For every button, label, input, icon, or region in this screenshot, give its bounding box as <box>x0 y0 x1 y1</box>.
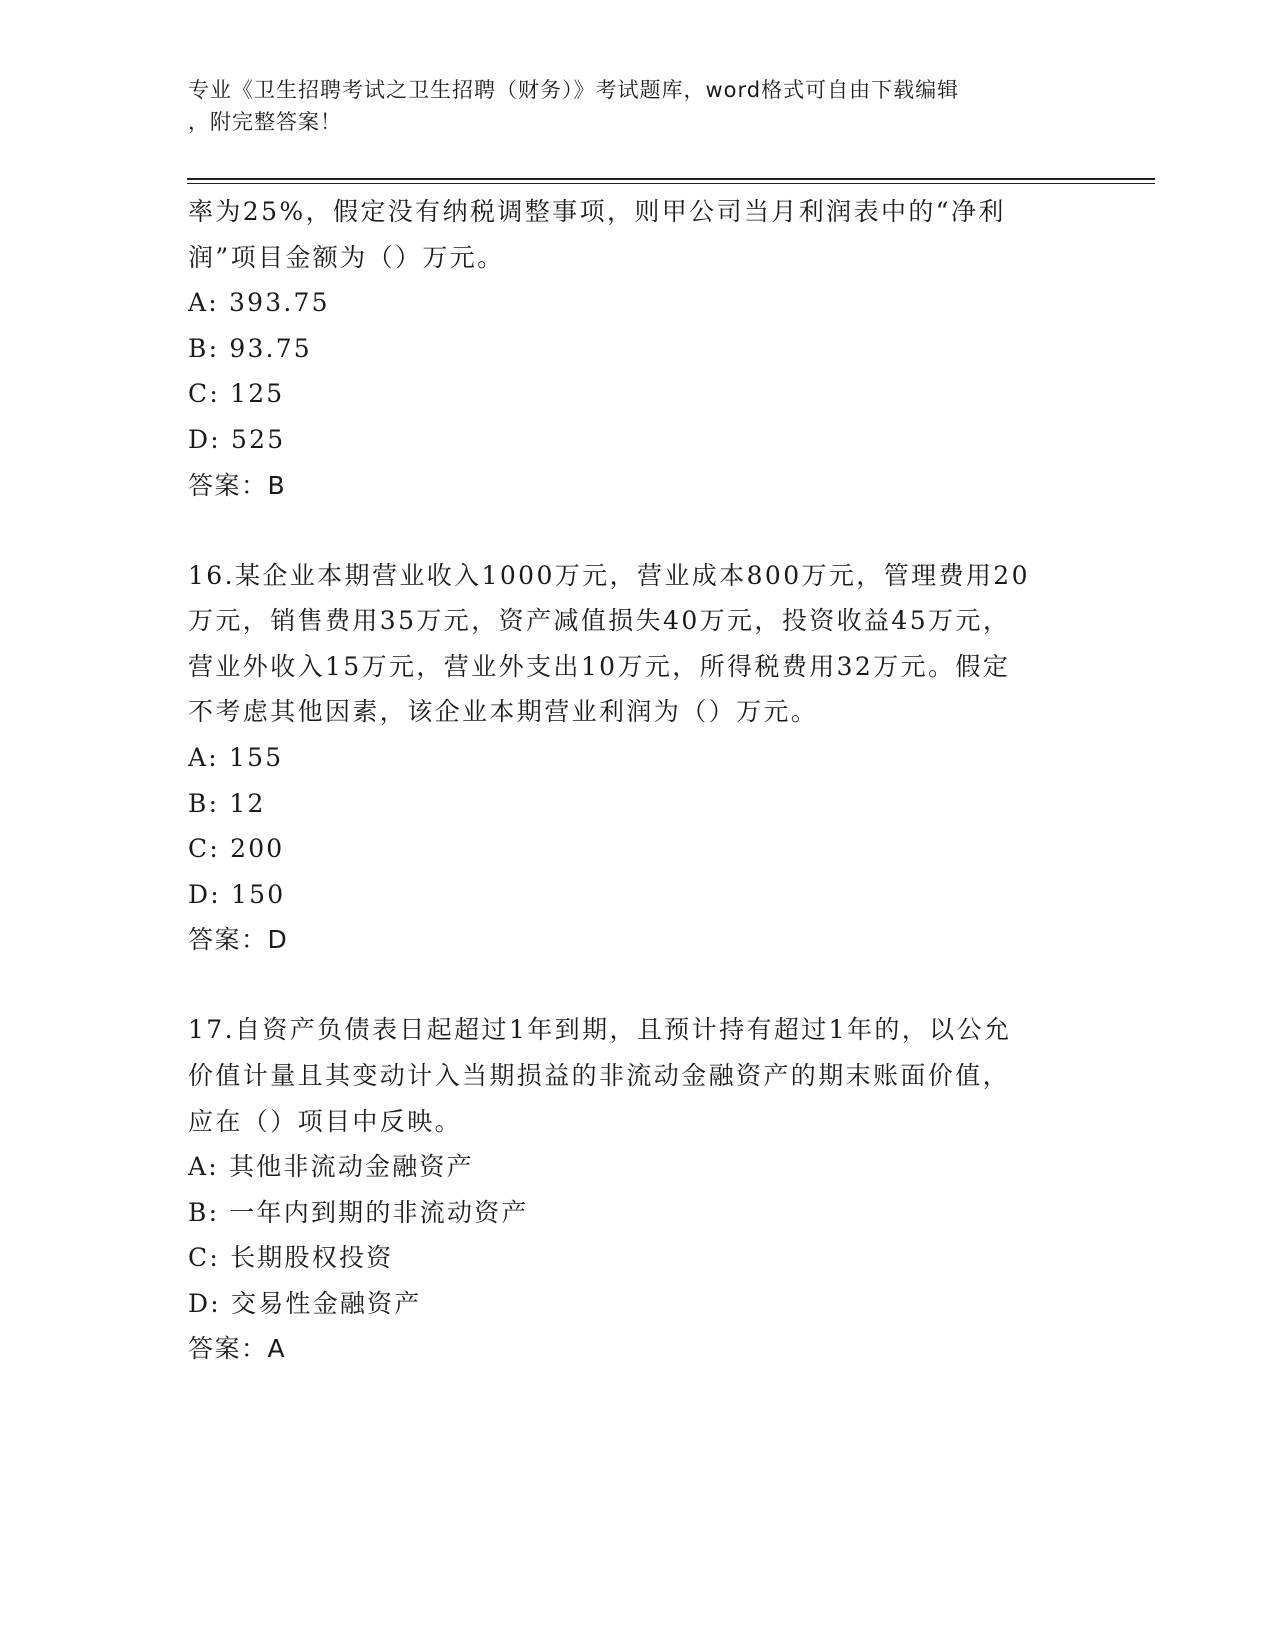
spacer <box>188 962 1088 1007</box>
option-a: A: 155 <box>188 742 284 772</box>
answer-line: 答案：D <box>188 925 289 955</box>
document-header <box>188 74 1068 138</box>
option-b: B: 一年内到期的非流动资产 <box>188 1197 529 1227</box>
question-list <box>188 189 1088 1371</box>
option-c: C: 200 <box>188 834 285 864</box>
header-line-2: ，附完整答案！ <box>188 110 342 134</box>
option-d: D: 150 <box>188 879 286 909</box>
question-text-line: 不考虑其他因素，该企业本期营业利润为（）万元。 <box>188 697 819 727</box>
question-text-line: 万元，销售费用35万元，资产减值损失40万元，投资收益45万元， <box>188 606 1011 636</box>
question-block <box>188 1007 1088 1371</box>
header-line-1: 专业《卫生招聘考试之卫生招聘（财务）》考试题库，word格式可自由下载编辑 <box>188 78 960 102</box>
question-block <box>188 189 1088 508</box>
answer-line: 答案：B <box>188 470 287 500</box>
question-text-line: 营业外收入15万元，营业外支出10万元，所得税费用32万元。假定 <box>188 651 1011 681</box>
question-text-line: 17.自资产负债表日起超过1年到期，且预计持有超过1年的，以公允 <box>188 1015 1012 1045</box>
option-d: D: 交易性金融资产 <box>188 1288 422 1318</box>
header-divider <box>187 178 1155 180</box>
option-a: A: 其他非流动金融资产 <box>188 1152 474 1182</box>
header-divider-thin <box>187 183 1155 184</box>
option-d: D: 525 <box>188 424 286 454</box>
question-text-line: 应在（）项目中反映。 <box>188 1106 463 1136</box>
question-text-line: 率为25%，假定没有纳税调整事项，则甲公司当月利润表中的“净利 <box>188 197 1006 226</box>
option-c: C: 长期股权投资 <box>188 1243 394 1273</box>
question-block <box>188 553 1088 963</box>
question-text-line: 润”项目金额为（）万元。 <box>188 242 505 272</box>
answer-line: 答案：A <box>188 1334 287 1364</box>
option-b: B: 12 <box>188 788 266 818</box>
spacer <box>188 508 1088 553</box>
option-a: A: 393.75 <box>188 288 330 318</box>
option-c: C: 125 <box>188 379 285 409</box>
question-text-line: 价值计量且其变动计入当期损益的非流动金融资产的期末账面价值， <box>188 1060 1011 1090</box>
option-b: B: 93.75 <box>188 333 312 363</box>
question-text-line: 16.某企业本期营业收入1000万元，营业成本800万元，管理费用20 <box>188 560 1030 590</box>
